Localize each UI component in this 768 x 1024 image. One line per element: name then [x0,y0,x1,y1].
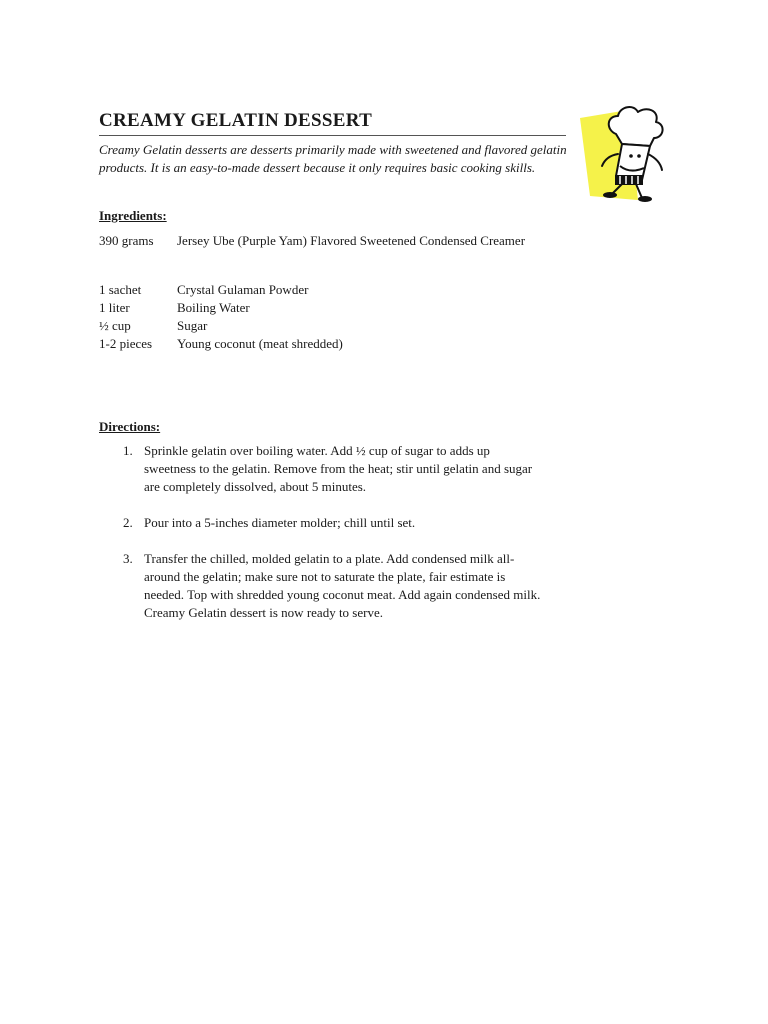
step-number: 2. [123,515,133,530]
ingredient-name: Jersey Ube (Purple Yam) Flavored Sweetened Condensed Creamer [177,233,526,248]
ingredient-quantity: ½ cup [99,318,131,333]
ingredient-row [99,299,250,317]
ingredient-quantity: 1 liter [99,300,130,315]
ingredient-name: Sugar [177,318,208,333]
ingredient-row [99,281,308,299]
direction-step [123,550,543,624]
ingredients-heading: Ingredients: [99,208,167,223]
ingredient-name: Boiling Water [177,300,250,315]
title-divider [99,135,566,136]
directions-heading: Directions: [99,419,161,434]
step-text: Pour into a 5-inches diameter molder; chill until set. [144,515,416,530]
chef-icon [576,104,672,202]
step-text: Transfer the chilled, molded gelatin to a plate. Add condensed milk all-around the gelatin; make sure not to saturate the plate, fair estimate is needed. Top with shredded young coconut meat. Add again condensed milk. Creamy Gelatin dessert is now ready to serve. [144,551,541,620]
step-number: 3. [123,551,133,566]
step-number: 1. [123,443,133,458]
ingredient-row [99,232,525,250]
step-text: Sprinkle gelatin over boiling water. Add ½ cup of sugar to adds up sweetness to the gelatin. Remove from the heat; stir until gelatin and sugar are completely dissolved, about 5 minutes. [144,443,533,494]
ingredient-quantity: 1 sachet [99,282,142,297]
direction-step [123,514,543,534]
ingredient-name: Crystal Gulaman Powder [177,282,309,297]
ingredient-row [99,335,343,353]
recipe-intro: Creamy Gelatin desserts are desserts primarily made with sweetened and flavored gelatin products. It is an easy-to-made dessert because it only requires basic cooking skills. [99,142,567,175]
recipe-title: CREAMY GELATIN DESSERT [99,110,373,131]
direction-step [123,442,543,498]
ingredient-name: Young coconut (meat shredded) [177,336,343,351]
ingredient-quantity: 1-2 pieces [99,336,153,351]
ingredient-quantity: 390 grams [99,233,154,248]
ingredient-row [99,317,207,335]
